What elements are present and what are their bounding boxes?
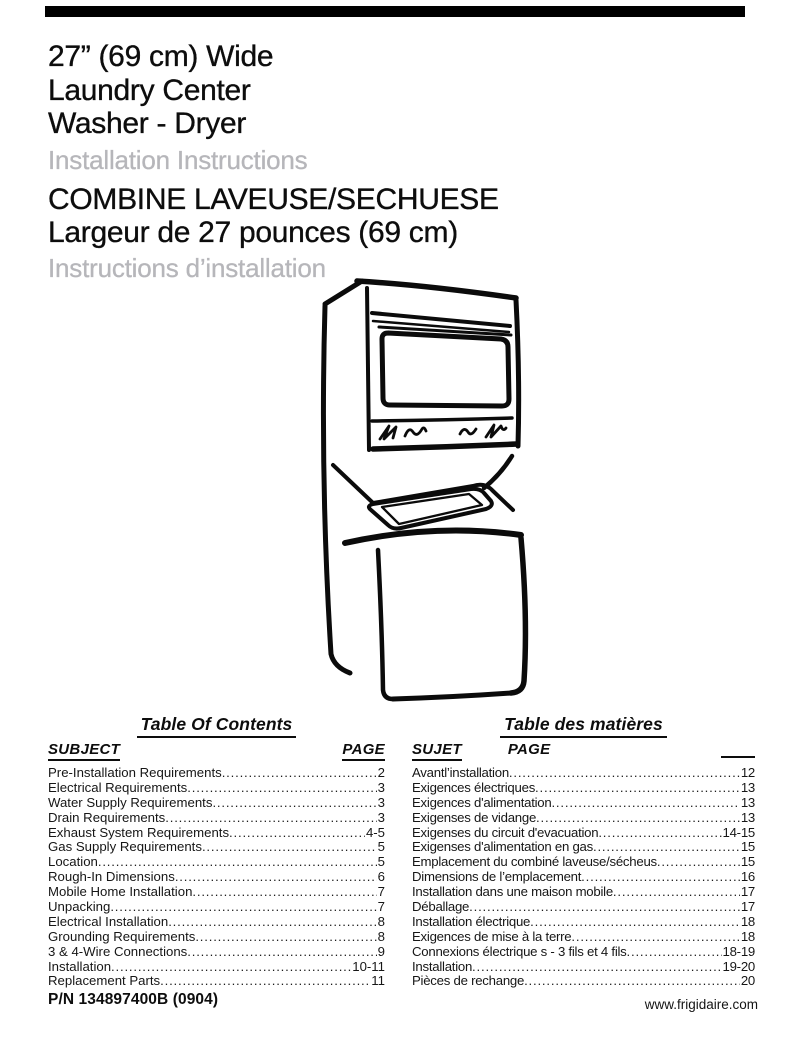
toc-entry-label: Exigenses d'alimentation en gas — [412, 839, 593, 855]
toc-row — [48, 765, 385, 780]
toc-entry-label: 3 & 4-Wire Connections — [48, 943, 188, 959]
toc-entry-label: Exhaust System Requirements — [48, 824, 230, 840]
toc-entry-label: Installation électrique — [412, 913, 531, 929]
toc-leader-dots — [535, 780, 740, 795]
toc-entry-page: 2 — [377, 765, 385, 780]
toc-entry-label: Dimensions de l’emplacement — [412, 869, 582, 885]
part-number: P/N 134897400B (0904) — [48, 991, 219, 1008]
toc-entry-page: 6 — [377, 869, 385, 885]
toc-entry-label: Avantl’installation — [412, 765, 509, 780]
toc-leader-dots — [472, 959, 721, 974]
toc-entry-page: 19-20 — [722, 958, 755, 974]
masthead — [48, 40, 608, 283]
toc-entry-label: Exigenses du circuit d'evacuation — [412, 824, 599, 840]
toc-leader-dots — [593, 839, 740, 854]
toc-row — [412, 780, 755, 795]
toc-row — [48, 899, 385, 914]
toc-entry-label: Location — [48, 854, 98, 870]
title-en-line-2: Laundry Center — [48, 73, 251, 107]
toc-leader-dots — [627, 944, 722, 959]
toc-entry-page: 18 — [740, 928, 755, 944]
toc-entry-page: 15 — [740, 854, 755, 870]
toc-entry-page: 3 — [377, 779, 385, 795]
toc-leader-dots — [581, 869, 740, 884]
toc-row — [48, 929, 385, 944]
toc-leader-dots — [111, 959, 351, 974]
toc-entry-page: 9 — [377, 943, 385, 959]
toc-entry-label: Pre-Installation Requirements — [48, 765, 222, 780]
toc-entry-page: 4-5 — [365, 824, 385, 840]
toc-en-title: Table Of Contents — [137, 714, 297, 738]
toc-leader-dots — [530, 914, 740, 929]
toc-entry-label: Pièces de rechange — [412, 973, 525, 989]
toc-row — [48, 959, 385, 974]
toc-leader-dots — [222, 765, 377, 780]
toc-fr-page-header: PAGE — [507, 741, 551, 758]
toc-row — [412, 944, 755, 959]
toc-entry-label: Exigences électriques — [412, 779, 536, 795]
toc-row — [48, 780, 385, 795]
toc-row — [412, 899, 755, 914]
toc-french — [412, 714, 755, 988]
toc-leader-dots — [202, 839, 377, 854]
toc-row — [412, 869, 755, 884]
header-end-rule — [721, 756, 755, 758]
toc-entry-label: Rough-In Dimensions — [48, 869, 175, 885]
toc-entry-page: 13 — [740, 779, 755, 795]
toc-entry-label: Déballage — [412, 899, 470, 915]
toc-row — [48, 944, 385, 959]
toc-entry-label: Grounding Requirements — [48, 928, 196, 944]
toc-entry-label: Gas Supply Requirements — [48, 839, 202, 855]
toc-entry-label: Installation dans une maison mobile — [412, 884, 613, 900]
toc-entry-label: Replacement Parts — [48, 973, 161, 989]
toc-entry-label: Mobile Home Installation — [48, 884, 193, 900]
toc-entry-page: 7 — [377, 884, 385, 900]
toc-row — [48, 795, 385, 810]
subtitle-en: Installation Instructions — [48, 144, 308, 175]
toc-row — [412, 959, 755, 974]
toc-leader-dots — [192, 884, 376, 899]
toc-leader-dots — [509, 765, 740, 780]
toc-row — [48, 825, 385, 840]
toc-row — [48, 884, 385, 899]
toc-entry-page: 13 — [740, 809, 755, 825]
toc-entry-page: 18-19 — [722, 943, 755, 959]
title-en-line-1: 27” (69 cm) Wide — [48, 40, 274, 73]
toc-row — [48, 869, 385, 884]
stacked-washer-dryer-illustration — [305, 268, 570, 713]
toc-leader-dots — [195, 929, 376, 944]
toc-row — [412, 810, 755, 825]
toc-row — [412, 765, 755, 780]
toc-en-rows — [48, 765, 385, 988]
toc-leader-dots — [160, 973, 370, 988]
toc-fr-title: Table des matières — [500, 714, 667, 738]
toc-leader-dots — [524, 973, 740, 988]
toc-row — [412, 914, 755, 929]
toc-entry-page: 8 — [377, 928, 385, 944]
toc-entry-page: 17 — [740, 884, 755, 900]
toc-entry-label: Connexions électrique s - 3 fils et 4 fils — [412, 943, 627, 959]
toc-entry-page: 10-11 — [352, 958, 385, 974]
toc-leader-dots — [657, 854, 740, 869]
toc-leader-dots — [187, 780, 376, 795]
toc-entry-page: 8 — [377, 913, 385, 929]
toc-entry-label: Drain Requirements — [48, 809, 166, 825]
title-en-line-3: Washer - Dryer — [48, 107, 247, 140]
toc-en-header — [48, 741, 385, 762]
toc-entry-label: Electrical Requirements — [48, 779, 188, 795]
toc-entry-label: Installation — [48, 958, 112, 974]
toc-entry-page: 5 — [377, 854, 385, 870]
toc-entry-label: Emplacement du combiné laveuse/sécheus — [412, 854, 657, 870]
toc-entry-page: 20 — [740, 973, 755, 989]
toc-leader-dots — [613, 884, 740, 899]
toc-row — [412, 884, 755, 899]
toc-leader-dots — [187, 944, 376, 959]
toc-entry-label: Water Supply Requirements — [48, 794, 213, 810]
toc-en-page-header: PAGE — [342, 741, 385, 761]
toc-entry-page: 3 — [377, 809, 385, 825]
toc-leader-dots — [175, 869, 377, 884]
toc-row — [48, 839, 385, 854]
toc-row — [412, 839, 755, 854]
toc-row — [412, 854, 755, 869]
toc-entry-page: 12 — [740, 765, 755, 780]
toc-leader-dots — [168, 914, 376, 929]
toc-row — [412, 795, 755, 810]
toc-leader-dots — [536, 810, 740, 825]
toc-leader-dots — [598, 825, 721, 840]
toc-entry-page: 14-15 — [722, 824, 755, 840]
toc-entry-label: Unpacking — [48, 899, 111, 915]
toc-entry-page: 7 — [377, 899, 385, 915]
toc-entry-label: Exigences de mise à la terre — [412, 928, 572, 944]
toc-entry-page: 11 — [371, 973, 385, 989]
toc-fr-rows — [412, 765, 755, 988]
toc-leader-dots — [571, 929, 739, 944]
toc-row — [48, 810, 385, 825]
toc-entry-label: Exigenses de vidange — [412, 809, 537, 825]
title-fr-line-2: Largeur de 27 pounces (69 cm) — [48, 216, 458, 249]
toc-leader-dots — [469, 899, 740, 914]
toc-row — [48, 973, 385, 988]
toc-leader-dots — [110, 899, 376, 914]
subtitle-fr: Instructions d’installation — [48, 252, 326, 283]
toc-entry-label: Electrical Installation — [48, 913, 169, 929]
toc-fr-header — [412, 741, 755, 762]
toc-leader-dots — [212, 795, 376, 810]
toc-entry-page: 15 — [740, 839, 755, 855]
toc-entry-page: 16 — [740, 869, 755, 885]
toc-entry-page: 17 — [740, 899, 755, 915]
toc-fr-subject-header: SUJET — [412, 741, 462, 761]
toc-row — [48, 914, 385, 929]
toc-entry-page: 3 — [377, 794, 385, 810]
toc-entry-label: Exigences d'alimentation — [412, 794, 552, 810]
toc-en-subject-header: SUBJECT — [48, 741, 120, 761]
toc-entry-page: 5 — [377, 839, 385, 855]
toc-row — [48, 854, 385, 869]
toc-entry-page: 13 — [740, 794, 755, 810]
toc-leader-dots — [165, 810, 376, 825]
toc-leader-dots — [229, 825, 365, 840]
toc-row — [412, 825, 755, 840]
toc-english — [48, 714, 385, 988]
toc-leader-dots — [98, 854, 377, 869]
top-rule — [45, 6, 745, 17]
toc-entry-page: 18 — [740, 913, 755, 929]
toc-row — [412, 929, 755, 944]
website-url: www.frigidaire.com — [644, 997, 758, 1012]
toc-leader-dots — [551, 795, 739, 810]
toc-entry-label: Installation — [412, 958, 473, 974]
title-fr-line-1: COMBINE LAVEUSE/SECHUESE — [48, 182, 499, 216]
toc-row — [412, 973, 755, 988]
